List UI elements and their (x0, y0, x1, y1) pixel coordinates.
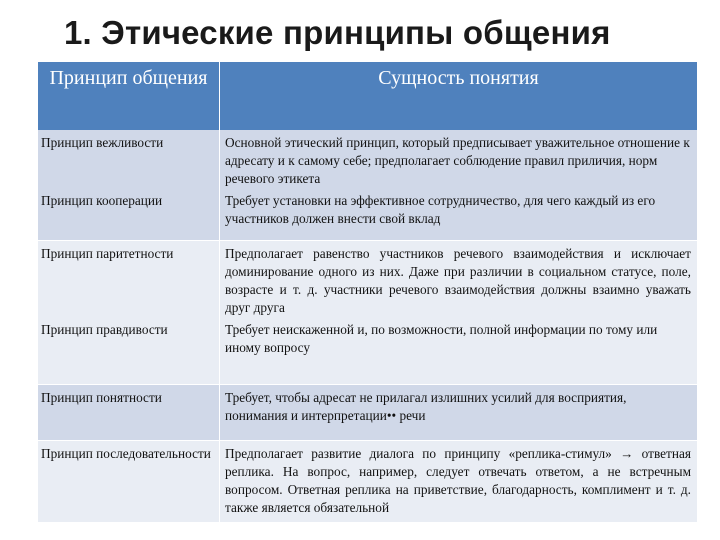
principle-cell: Принцип паритетности (38, 241, 220, 317)
table-row (38, 240, 697, 317)
table-row (38, 440, 697, 522)
header-essence: Сущность понятия (378, 67, 539, 89)
principle-cell: Принцип правдивости (38, 317, 220, 384)
principle-cell: Принцип понятности (38, 385, 220, 440)
slide-title: 1. Этические принципы общения (64, 14, 611, 51)
principle-cell: Принцип кооперации (38, 188, 220, 240)
essence-cell: Требует установки на эффективное сотрудничество, для чего каждый из его участников должен внести свой вклад (225, 193, 656, 226)
essence-cell: Предполагает равенство участников речевого взаимодействия и исключает доминирование одного из них. Даже при различии в социальном статусе, поле, возрасте и т. д. участники речевого взаимодействия должны взаимно уважать друг друга (225, 246, 691, 315)
principle-cell: Принцип последовательности (38, 441, 220, 522)
table-row (38, 130, 697, 188)
essence-cell: Основной этический принцип, который предписывает уважительное отношение к адресату и к самому себе; предполагает соблюдение правил приличия, норм речевого этикета (225, 135, 690, 186)
table-row (38, 188, 697, 240)
principle-cell: Принцип вежливости (38, 130, 220, 188)
table-header (38, 62, 697, 130)
table-row (38, 384, 697, 440)
essence-cell: Требует, чтобы адресат не прилагал излишних усилий для восприятия, понимания и интерпретации•• речи (225, 390, 627, 423)
essence-cell: Предполагает развитие диалога по принципу «реплика-стимул» → ответная реплика. На вопрос, например, следует отвечать ответом, а не встречным вопросом. Ответная реплика на приветствие, благодарность, комплимент и т. д. также является обязательной (225, 446, 691, 515)
header-principle: Принцип общения (38, 62, 220, 130)
principles-table (38, 62, 697, 522)
table-row (38, 317, 697, 384)
essence-cell: Требует неискаженной и, по возможности, полной информации по тому или иному вопросу (225, 322, 658, 355)
